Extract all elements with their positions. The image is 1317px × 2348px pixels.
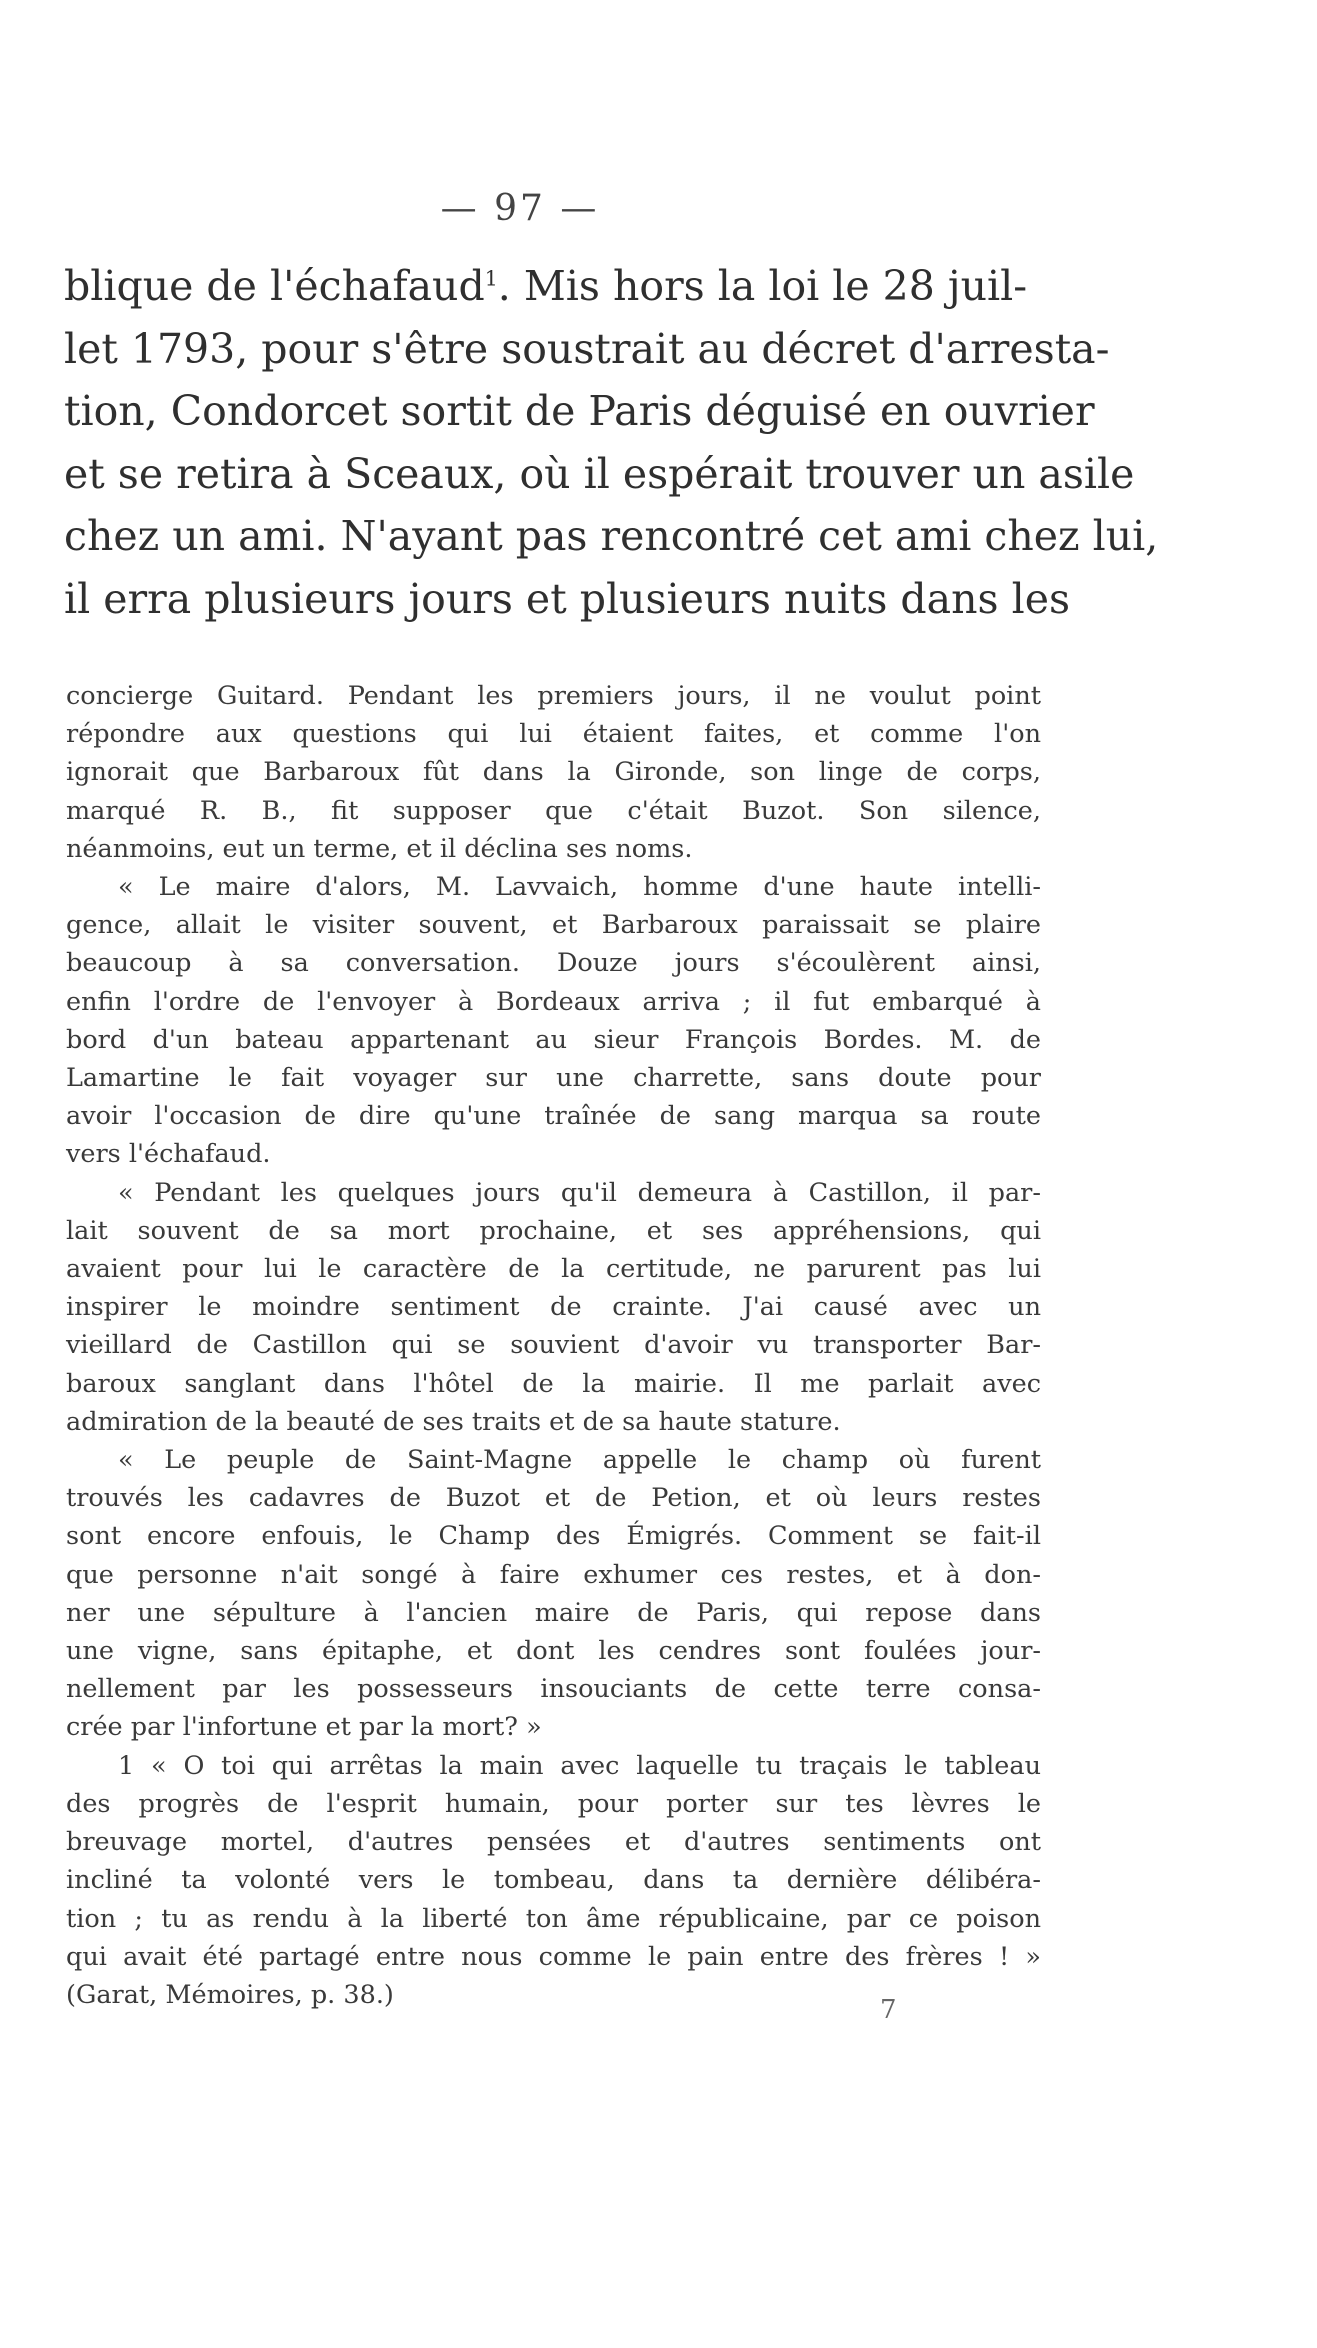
note-line: une vigne, sans épitaphe, et dont les cendres sont foulées jour- bbox=[66, 1636, 1041, 1667]
note-line: « Le maire d'alors, M. Lavvaich, homme d'une haute intelli- bbox=[118, 872, 1041, 903]
note-line: 1 « O toi qui arrêtas la main avec laquelle tu traçais le tableau bbox=[118, 1750, 1041, 1781]
note-line: répondre aux questions qui lui étaient faites, et comme l'on bbox=[66, 719, 1041, 750]
note-line: marqué R. B., fit supposer que c'était Buzot. Son silence, bbox=[66, 795, 1041, 826]
note-line: « Le peuple de Saint-Magne appelle le champ où furent bbox=[118, 1445, 1041, 1476]
note-line: qui avait été partagé entre nous comme le pain entre des frères ! » bbox=[66, 1941, 1041, 1972]
note-line: concierge Guitard. Pendant les premiers jours, il ne voulut point bbox=[66, 681, 1041, 711]
note-line: ner une sépulture à l'ancien maire de Paris, qui repose dans bbox=[66, 1597, 1041, 1628]
main-text-line: il erra plusieurs jours et plusieurs nuits dans les bbox=[64, 574, 1071, 623]
main-text-line: chez un ami. N'ayant pas rencontré cet ami chez lui, bbox=[64, 512, 1159, 560]
note-line: incliné ta volonté vers le tombeau, dans ta dernière délibéra- bbox=[66, 1865, 1041, 1896]
note-line: sont encore enfouis, le Champ des Émigrés. Comment se fait-il bbox=[66, 1521, 1041, 1552]
note-line: crée par l'infortune et par la mort? » bbox=[66, 1712, 542, 1743]
main-text bbox=[64, 255, 1159, 630]
page-number: — 97 — bbox=[440, 188, 600, 229]
note-line: nellement par les possesseurs insouciants de cette terre consa- bbox=[66, 1674, 1041, 1705]
main-text-line: let 1793, pour s'être soustrait au décret d'arresta- bbox=[64, 324, 1110, 373]
note-line: vers l'échafaud. bbox=[66, 1139, 271, 1170]
note-line: admiration de la beauté de ses traits et de sa haute stature. bbox=[66, 1406, 841, 1437]
note-line: (Garat, Mémoires, p. 38.) bbox=[66, 1979, 394, 2010]
note-line: des progrès de l'esprit humain, pour porter sur tes lèvres le bbox=[66, 1788, 1041, 1819]
note-line: gence, allait le visiter souvent, et Barbaroux paraissait se plaire bbox=[66, 910, 1041, 941]
note-line: trouvés les cadavres de Buzot et de Petion, et où leurs restes bbox=[66, 1483, 1041, 1514]
note-line: que personne n'ait songé à faire exhumer ces restes, et à don- bbox=[66, 1559, 1041, 1590]
note-line: avaient pour lui le caractère de la certitude, ne parurent pas lui bbox=[66, 1254, 1041, 1285]
note-line: Lamartine le fait voyager sur une charrette, sans doute pour bbox=[66, 1063, 1041, 1094]
main-text-line: et se retira à Sceaux, où il espérait trouver un asile bbox=[64, 449, 1135, 498]
note-line: avoir l'occasion de dire qu'une traînée de sang marqua sa route bbox=[66, 1101, 1041, 1132]
note-line: inspirer le moindre sentiment de crainte. J'ai causé avec un bbox=[66, 1292, 1041, 1323]
main-text-line: tion, Condorcet sortit de Paris déguisé en ouvrier bbox=[64, 387, 1095, 435]
note-line: vieillard de Castillon qui se souvient d'avoir vu transporter Bar- bbox=[66, 1330, 1041, 1361]
note-line: bord d'un bateau appartenant au sieur François Bordes. M. de bbox=[66, 1024, 1041, 1055]
signature-mark: 7 bbox=[880, 1995, 897, 2025]
note-line: baroux sanglant dans l'hôtel de la mairie. Il me parlait avec bbox=[66, 1368, 1041, 1399]
note-line: lait souvent de sa mort prochaine, et ses appréhensions, qui bbox=[66, 1215, 1041, 1246]
note-line: ignorait que Barbaroux fût dans la Gironde, son linge de corps, bbox=[66, 757, 1041, 788]
main-text-line: blique de l'échafaud$^1$. Mis hors la loi le 28 juil- bbox=[64, 262, 1028, 310]
note-line: beaucoup à sa conversation. Douze jours s'écoulèrent ainsi, bbox=[66, 948, 1041, 979]
footnotes bbox=[66, 677, 1041, 2014]
note-line: breuvage mortel, d'autres pensées et d'autres sentiments ont bbox=[66, 1827, 1041, 1858]
note-line: néanmoins, eut un terme, et il déclina ses noms. bbox=[66, 833, 693, 864]
note-line: « Pendant les quelques jours qu'il demeura à Castillon, il par- bbox=[118, 1177, 1041, 1208]
note-line: tion ; tu as rendu à la liberté ton âme républicaine, par ce poison bbox=[66, 1903, 1041, 1934]
note-line: enfin l'ordre de l'envoyer à Bordeaux arriva ; il fut embarqué à bbox=[66, 986, 1041, 1017]
footnote-marker: 1 bbox=[484, 266, 498, 291]
